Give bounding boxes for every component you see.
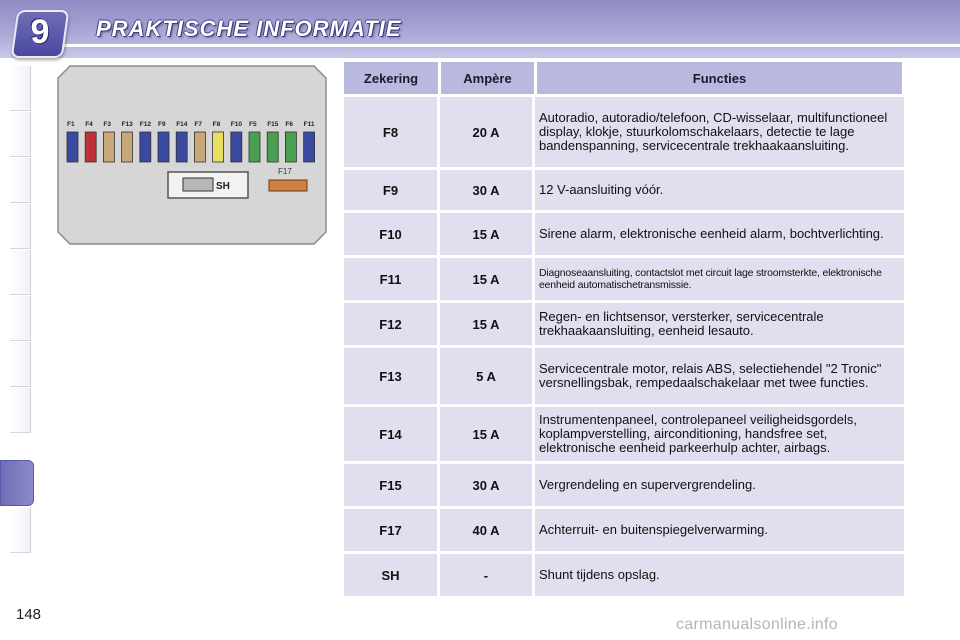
table-row [344, 509, 904, 551]
table-row [344, 554, 904, 596]
header-ampere: Ampère [441, 62, 534, 94]
fuse-box-illustration [56, 64, 328, 246]
fuse-label: F10 [230, 121, 243, 128]
fuse-label: F4 [85, 121, 93, 128]
fuse-label: F3 [103, 121, 111, 128]
function-cell: Regen- en lichtsensor, versterker, servicecentrale trekhaakaansluiting, eenheid lesauto. [535, 303, 904, 345]
fuse-label: F12 [139, 121, 152, 128]
fuse-cell: F15 [344, 464, 437, 506]
fuse-f9 [158, 132, 169, 162]
page-title: PRAKTISCHE INFORMATIE [96, 16, 402, 41]
fuse-cell: F8 [344, 97, 437, 167]
chapter-tab[interactable] [10, 296, 31, 341]
page-number: 148 [16, 606, 42, 623]
ampere-cell: 15 A [440, 407, 532, 461]
chapter-tab[interactable] [10, 204, 31, 249]
function-cell: Diagnoseaansluiting, contactslot met circuit lage stroomsterkte, elektronische eenheid automatischetransmissie. [535, 258, 904, 300]
fuse-label: F13 [121, 121, 133, 128]
fuse-label: F15 [267, 121, 279, 128]
function-cell: Instrumentenpaneel, controlepaneel veiligheidsgordels, koplampverstelling, airconditioning, handsfree set, elektronische eenheid parkeerhulp achter, airbags. [535, 407, 904, 461]
chapter-number: 9 [30, 13, 50, 51]
table-row [344, 464, 904, 506]
watermark: carmanualsonline.info [676, 616, 838, 633]
fuse-f7 [194, 132, 205, 162]
ampere-cell: - [440, 554, 532, 596]
table-row [344, 407, 904, 461]
fuse-label: F11 [303, 121, 315, 128]
fuse-label: F5 [249, 121, 257, 128]
ampere-cell: 15 A [440, 213, 532, 255]
ampere-cell: 30 A [440, 170, 532, 210]
fuse-cell: F10 [344, 213, 437, 255]
ampere-cell: 15 A [440, 303, 532, 345]
chapter-tab[interactable] [10, 508, 31, 553]
ampere-cell: 20 A [440, 97, 532, 167]
fuse-f1 [67, 132, 78, 162]
chapter-tab[interactable] [10, 342, 31, 387]
fuse-cell: F17 [344, 509, 437, 551]
fuse-f11 [304, 132, 315, 162]
fuse-f6 [285, 132, 296, 162]
chapter-tab[interactable] [10, 158, 31, 203]
chapter-tabs [0, 66, 34, 576]
fuse-label: F7 [194, 121, 202, 128]
table-header [344, 62, 904, 94]
chapter-tab[interactable] [10, 66, 31, 111]
function-cell: 12 V-aansluiting vóór. [535, 170, 904, 210]
table-row [344, 97, 904, 167]
function-cell: Autoradio, autoradio/telefoon, CD-wisselaar, multifunctioneel display, klokje, stuurkolomschakelaars, detectie te lage bandenspanning, servicecentrale trekhaakaansluiting. [535, 97, 904, 167]
fuse-label: F9 [158, 121, 166, 128]
fuse-f13 [122, 132, 133, 162]
shunt-label: SH [216, 181, 230, 192]
fuse-label: F1 [67, 121, 75, 128]
header-zekering: Zekering [344, 62, 438, 94]
fuse-label: F6 [285, 121, 293, 128]
ampere-cell: 5 A [440, 348, 532, 404]
ampere-cell: 15 A [440, 258, 532, 300]
f17-label: F17 [278, 167, 292, 176]
fuse-box-diagram [56, 64, 328, 246]
fuse-f15 [267, 132, 278, 162]
ampere-cell: 30 A [440, 464, 532, 506]
fuse-f10 [231, 132, 242, 162]
table-row [344, 348, 904, 404]
fuse-label: F14 [176, 121, 188, 128]
fuse-cell: F11 [344, 258, 437, 300]
fuse-cell: F14 [344, 407, 437, 461]
function-cell: Shunt tijdens opslag. [535, 554, 904, 596]
header-functies: Functies [537, 62, 902, 94]
fuse-cell: SH [344, 554, 437, 596]
function-cell: Sirene alarm, elektronische eenheid alarm, bochtverlichting. [535, 213, 904, 255]
fuse-f8 [213, 132, 224, 162]
ampere-cell: 40 A [440, 509, 532, 551]
header-divider [60, 44, 960, 47]
shunt-fuse [183, 178, 213, 191]
chapter-tab-active[interactable] [0, 460, 34, 506]
fuse-f12 [140, 132, 151, 162]
fuse-f5 [249, 132, 260, 162]
function-cell: Achterruit- en buitenspiegelverwarming. [535, 509, 904, 551]
fuse-f3 [103, 132, 114, 162]
fuse-cell: F12 [344, 303, 437, 345]
fuse-cell: F13 [344, 348, 437, 404]
table-row [344, 303, 904, 345]
fuse-f17 [269, 180, 307, 191]
table-row [344, 258, 904, 300]
function-cell: Servicecentrale motor, relais ABS, selectiehendel "2 Tronic" versnellingsbak, rempedaalschakelaar met twee functies. [535, 348, 904, 404]
fuse-label: F8 [212, 121, 221, 128]
chapter-tab[interactable] [10, 388, 31, 433]
table-row [344, 170, 904, 210]
fuse-table [344, 62, 904, 596]
fuse-f14 [176, 132, 187, 162]
chapter-tab[interactable] [10, 250, 31, 295]
fuse-f4 [85, 132, 96, 162]
fuse-cell: F9 [344, 170, 437, 210]
table-row [344, 213, 904, 255]
chapter-tab[interactable] [10, 112, 31, 157]
function-cell: Vergrendeling en supervergrendeling. [535, 464, 904, 506]
